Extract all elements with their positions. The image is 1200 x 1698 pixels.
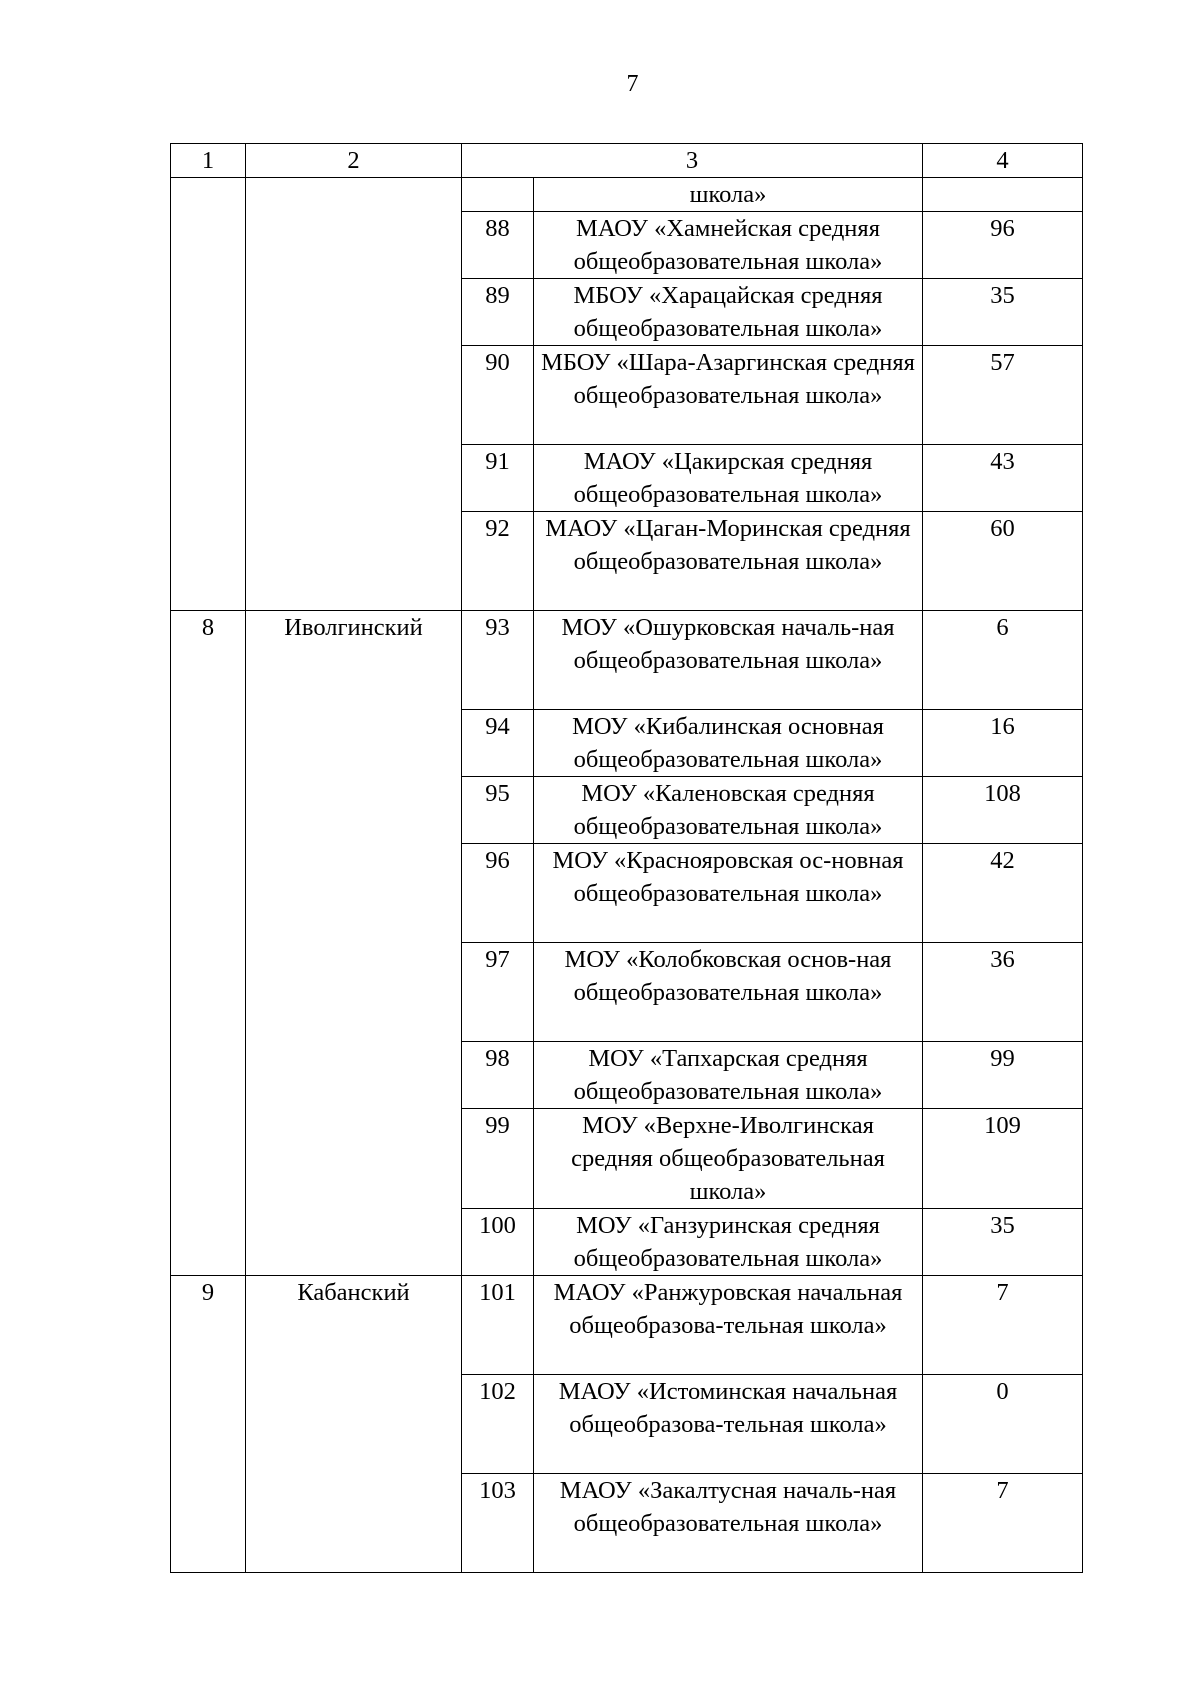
value-cell [923,178,1083,212]
value-cell: 108 [923,777,1083,844]
row-number-cell: 98 [462,1042,534,1109]
row-number-cell: 91 [462,445,534,512]
school-name-cell: МБОУ «Шара-Азаргинская средняя общеобразовательная школа» [534,346,923,445]
value-cell: 7 [923,1474,1083,1573]
value-cell: 60 [923,512,1083,611]
school-name-cell: МОУ «Кибалинская основная общеобразовательная школа» [534,710,923,777]
school-name-cell: МАОУ «Ранжуровская начальная общеобразова-тельная школа» [534,1276,923,1375]
value-cell: 16 [923,710,1083,777]
school-name-cell: МАОУ «Истоминская начальная общеобразова-тельная школа» [534,1375,923,1474]
table-row [171,611,1083,710]
value-cell: 36 [923,943,1083,1042]
school-name-cell: МОУ «Краснояровская ос-новная общеобразовательная школа» [534,844,923,943]
row-number-cell: 101 [462,1276,534,1375]
group-index-cell [171,178,246,611]
group-index-cell: 9 [171,1276,246,1573]
row-number-cell: 100 [462,1209,534,1276]
district-cell: Иволгинский [246,611,462,1276]
row-number-cell: 103 [462,1474,534,1573]
value-cell: 42 [923,844,1083,943]
header-col-2: 2 [246,144,462,178]
row-number-cell: 96 [462,844,534,943]
school-name-cell: МОУ «Каленовская средняя общеобразовательная школа» [534,777,923,844]
school-name-cell: МАОУ «Закалтусная началь-ная общеобразовательная школа» [534,1474,923,1573]
school-name-cell: МАОУ «Цакирская средняя общеобразовательная школа» [534,445,923,512]
table-row [171,1276,1083,1375]
school-name-cell: МОУ «Верхне-Иволгинская средняя общеобразовательная школа» [534,1109,923,1209]
group-index-cell: 8 [171,611,246,1276]
header-row [171,144,1083,178]
school-name-cell: МОУ «Ганзуринская средняя общеобразовательная школа» [534,1209,923,1276]
row-number-cell: 92 [462,512,534,611]
value-cell: 0 [923,1375,1083,1474]
school-name-cell: МОУ «Тапхарская средняя общеобразовательная школа» [534,1042,923,1109]
district-cell: Кабанский [246,1276,462,1573]
row-number-cell: 89 [462,279,534,346]
header-col-3: 3 [462,144,923,178]
row-number-cell: 90 [462,346,534,445]
schools-table [170,143,1083,1573]
page-number: 7 [626,71,639,97]
school-name-cell: МАОУ «Хамнейская средняя общеобразовательная школа» [534,212,923,279]
continuation-row [171,178,1083,212]
row-number-cell [462,178,534,212]
value-cell: 99 [923,1042,1083,1109]
row-number-cell: 94 [462,710,534,777]
row-number-cell: 93 [462,611,534,710]
value-cell: 57 [923,346,1083,445]
value-cell: 35 [923,1209,1083,1276]
value-cell: 7 [923,1276,1083,1375]
school-name-cell: МОУ «Ошурковская началь-ная общеобразовательная школа» [534,611,923,710]
school-name-cell: школа» [534,178,923,212]
row-number-cell: 102 [462,1375,534,1474]
school-name-cell: МАОУ «Цаган-Моринская средняя общеобразовательная школа» [534,512,923,611]
value-cell: 109 [923,1109,1083,1209]
value-cell: 6 [923,611,1083,710]
header-col-4: 4 [923,144,1083,178]
row-number-cell: 99 [462,1109,534,1209]
row-number-cell: 95 [462,777,534,844]
value-cell: 43 [923,445,1083,512]
school-name-cell: МБОУ «Харацайская средняя общеобразовательная школа» [534,279,923,346]
district-cell [246,178,462,611]
header-col-1: 1 [171,144,246,178]
value-cell: 35 [923,279,1083,346]
value-cell: 96 [923,212,1083,279]
row-number-cell: 88 [462,212,534,279]
school-name-cell: МОУ «Колобковская основ-ная общеобразовательная школа» [534,943,923,1042]
row-number-cell: 97 [462,943,534,1042]
